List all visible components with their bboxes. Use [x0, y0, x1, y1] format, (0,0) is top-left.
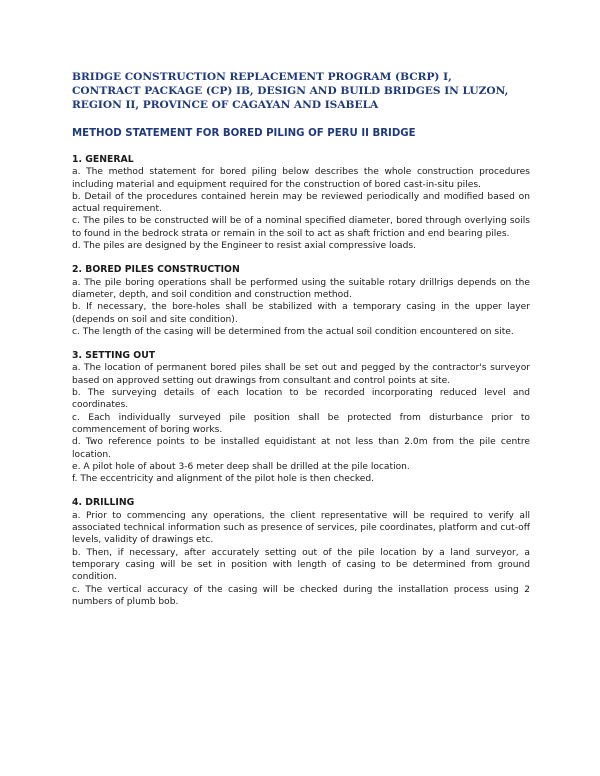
document-title: METHOD STATEMENT FOR BORED PILING OF PERU II BRIDGE	[72, 128, 416, 139]
section-item: b. The surveying details of each location to be recorded incorporating reduced level and coordinates.	[72, 388, 530, 411]
section-item: d. The piles are designed by the Engineer to resist axial compressive loads.	[72, 241, 417, 252]
section-item: b. Detail of the procedures contained herein may be reviewed periodically and modified based on actual requirement.	[72, 191, 530, 215]
header-line: REGION II, PROVINCE OF CAGAYAN AND ISABELA	[72, 99, 379, 111]
header-line: BRIDGE CONSTRUCTION REPLACEMENT PROGRAM (BCRP) I,	[72, 71, 452, 83]
section-bored-piles-construction	[72, 264, 530, 338]
document-body	[72, 154, 530, 620]
section-drilling	[72, 497, 530, 608]
section-item: a. The pile boring operations shall be performed using the suitable rotary drillrigs depends on the diameter, depth, and soil condition and construction method.	[72, 277, 530, 300]
section-item: c. The length of the casing will be determined from the actual soil condition encountered on site.	[72, 326, 514, 337]
section-heading: 1. GENERAL	[72, 154, 134, 165]
section-heading: 2. BORED PILES CONSTRUCTION	[72, 264, 240, 276]
section-item: c. The vertical accuracy of the casing will be checked during the installation process using 2 numbers of plumb bob.	[72, 584, 530, 607]
section-item: a. The location of permanent bored piles shall be set out and pegged by the contractor's surveyor based on approved setting out drawings from consultant and control points at site.	[72, 363, 530, 386]
section-heading: 3. SETTING OUT	[72, 350, 156, 362]
section-item: f. The eccentricity and alignment of the pilot hole is then checked.	[72, 474, 375, 485]
section-item: c. The piles to be constructed will be of a nominal specified diameter, bored through overlying soils to found in the bedrock strata or remain in the soil to act as shaft friction and end bearing piles.	[72, 216, 530, 239]
section-general	[72, 154, 530, 252]
section-item: b. If necessary, the bore-holes shall be stabilized with a temporary casing in the upper layer (depends on soil and site condition).	[72, 302, 530, 325]
section-item: e. A pilot hole of about 3-6 meter deep shall be drilled at the pile location.	[72, 461, 410, 472]
section-item: a. The method statement for bored piling below describes the whole construction procedures including material and equipment required for the construction of bored cast-in-situ piles.	[72, 167, 530, 190]
section-item: c. Each individually surveyed pile position shall be protected from disturbance prior to commencement of boring works.	[72, 412, 530, 435]
section-item: b. Then, if necessary, after accurately setting out of the pile location by a land surveyor, a temporary casing will be set in position with length of casing to be determined from ground condition.	[72, 547, 530, 583]
section-item: d. Two reference points to be installed equidistant at not less than 2.0m from the pile centre location.	[72, 437, 530, 460]
section-item: a. Prior to commencing any operations, the client representative will be required to verify all associated technical information such as presence of services, pile coordinates, platform and cut-off levels, validity of drawings etc.	[72, 510, 530, 546]
section-heading: 4. DRILLING	[72, 497, 135, 509]
project-header	[72, 70, 532, 112]
header-line: CONTRACT PACKAGE (CP) IB, DESIGN AND BUILD BRIDGES IN LUZON,	[72, 85, 509, 97]
section-setting-out	[72, 350, 530, 485]
